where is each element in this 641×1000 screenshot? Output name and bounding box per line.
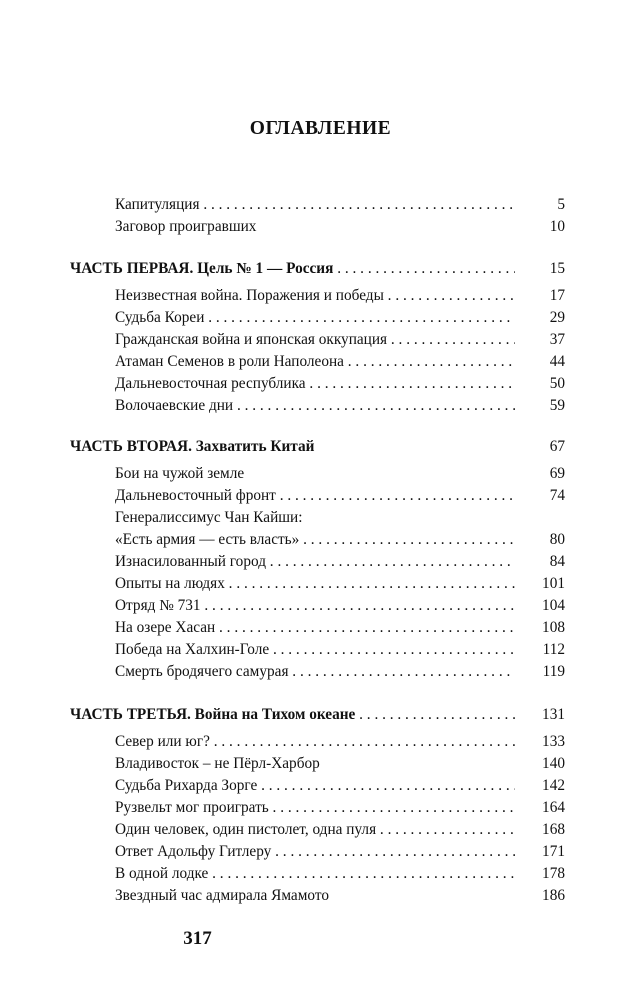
- toc-entry-title: Отряд № 731: [115, 597, 201, 614]
- toc-entry-page: 44: [520, 350, 565, 373]
- toc-entry-page: 29: [520, 306, 565, 329]
- part-subtitle: Цель № 1 — Россия: [197, 260, 334, 277]
- toc-entry-title: Смерть бродячего самурая: [115, 663, 289, 680]
- toc-entry: [0, 394, 641, 417]
- toc-entry-title: Победа на Халхин-Голе: [115, 641, 270, 658]
- toc-entry-page: 10: [520, 215, 565, 238]
- toc-entry-page: 67: [520, 435, 565, 458]
- toc-entry-page: 112: [520, 638, 565, 661]
- toc-entry-page: 119: [520, 660, 565, 683]
- toc-entry-page: 186: [520, 884, 565, 907]
- part-subtitle: Война на Тихом океане: [194, 706, 356, 723]
- toc-entry: [0, 572, 641, 595]
- toc-entry: [0, 594, 641, 617]
- toc-entry-page: 168: [520, 818, 565, 841]
- toc-part-heading: [0, 257, 641, 280]
- toc-entry: [0, 350, 641, 373]
- toc-entry-title: «Есть армия — есть власть»: [115, 531, 300, 548]
- toc-entry-title: Неизвестная война. Поражения и победы: [115, 287, 384, 304]
- toc-entry-title: Опыты на людях: [115, 575, 225, 592]
- toc-entry: [0, 616, 641, 639]
- toc-entry-title: В одной лодке: [115, 865, 209, 882]
- toc-entry-title: Ответ Адольфу Гитлеру: [115, 843, 272, 860]
- toc-entry-title: Север или юг?: [115, 733, 210, 750]
- toc-entry: [0, 638, 641, 661]
- toc-entry-page: 101: [520, 572, 565, 595]
- part-label: ЧАСТЬ ВТОРАЯ.: [70, 438, 192, 455]
- part-label: ЧАСТЬ ТРЕТЬЯ.: [70, 706, 191, 723]
- toc-entry-title: Гражданская война и японская оккупация: [115, 331, 388, 348]
- toc-entry-page: 140: [520, 752, 565, 775]
- toc-entry: [0, 840, 641, 863]
- toc-entry-page: 164: [520, 796, 565, 819]
- toc-entry-title: Рузвельт мог проиграть: [115, 799, 269, 816]
- toc-entry: [0, 462, 641, 485]
- toc-entry: [0, 796, 641, 819]
- toc-entry: [0, 215, 641, 238]
- toc-entry: [0, 484, 641, 507]
- toc-entry-page: 74: [520, 484, 565, 507]
- toc-entry-title: Изнасилованный город: [115, 553, 266, 570]
- toc-entry-page: 108: [520, 616, 565, 639]
- page-title: ОГЛАВЛЕНИЕ: [249, 118, 392, 139]
- toc-entry: [0, 550, 641, 573]
- toc-entry: [0, 660, 641, 683]
- toc-entry-page: 104: [520, 594, 565, 617]
- toc-entry-page: 59: [520, 394, 565, 417]
- toc-entry: [0, 328, 641, 351]
- toc-entry-page: 84: [520, 550, 565, 573]
- toc-part-heading: [0, 435, 641, 458]
- toc-entry-title: Бои на чужой земле: [115, 465, 245, 482]
- toc-entry-title: Генералиссимус Чан Кайши:: [115, 509, 303, 526]
- toc-entry: [0, 306, 641, 329]
- toc-entry-title: Дальневосточная республика: [115, 375, 306, 392]
- toc-entry-title: Владивосток – не Пёрл-Харбор: [115, 755, 320, 772]
- part-subtitle: Захватить Китай: [195, 438, 315, 455]
- toc-entry: [0, 372, 641, 395]
- toc-entry-title: Звездный час адмирала Ямамото: [115, 887, 329, 904]
- toc-entry: [0, 193, 641, 216]
- toc-entry-title: Дальневосточный фронт: [115, 487, 276, 504]
- page-number: 317: [183, 928, 212, 949]
- toc-entry-title: Судьба Рихарда Зорге: [115, 777, 258, 794]
- toc-entry: [0, 818, 641, 841]
- toc-entry-page: 37: [520, 328, 565, 351]
- toc-entry-title: Атаман Семенов в роли Наполеона: [115, 353, 344, 370]
- toc-entry-title: Судьба Кореи: [115, 309, 205, 326]
- toc-entry: [0, 774, 641, 797]
- toc-entry-page: 131: [520, 703, 565, 726]
- toc-entry-page: 80: [520, 528, 565, 551]
- toc-entry-title: Капитуляция: [115, 196, 200, 213]
- toc-entry-page: 50: [520, 372, 565, 395]
- toc-entry-page: 171: [520, 840, 565, 863]
- toc-entry-page: 15: [520, 257, 565, 280]
- toc-entry-title: Волочаевские дни: [115, 397, 234, 414]
- toc-entry-page: 142: [520, 774, 565, 797]
- toc-entry: [0, 506, 641, 529]
- toc-entry-title: На озере Хасан: [115, 619, 216, 636]
- toc-entry-page: 17: [520, 284, 565, 307]
- toc-entry: [0, 884, 641, 907]
- toc-entry-page: 133: [520, 730, 565, 753]
- part-label: ЧАСТЬ ПЕРВАЯ.: [70, 260, 194, 277]
- toc-entry-page: 178: [520, 862, 565, 885]
- toc-entry: [0, 284, 641, 307]
- toc-entry-title: Один человек, один пистолет, одна пуля: [115, 821, 377, 838]
- toc-entry: [0, 730, 641, 753]
- toc-entry: [0, 862, 641, 885]
- toc-part-heading: [0, 703, 641, 726]
- toc-entry-title: Заговор проигравших: [115, 218, 257, 235]
- toc-entry: [0, 528, 641, 551]
- toc-entry-page: 69: [520, 462, 565, 485]
- toc-entry-page: 5: [520, 193, 565, 216]
- toc-entry: [0, 752, 641, 775]
